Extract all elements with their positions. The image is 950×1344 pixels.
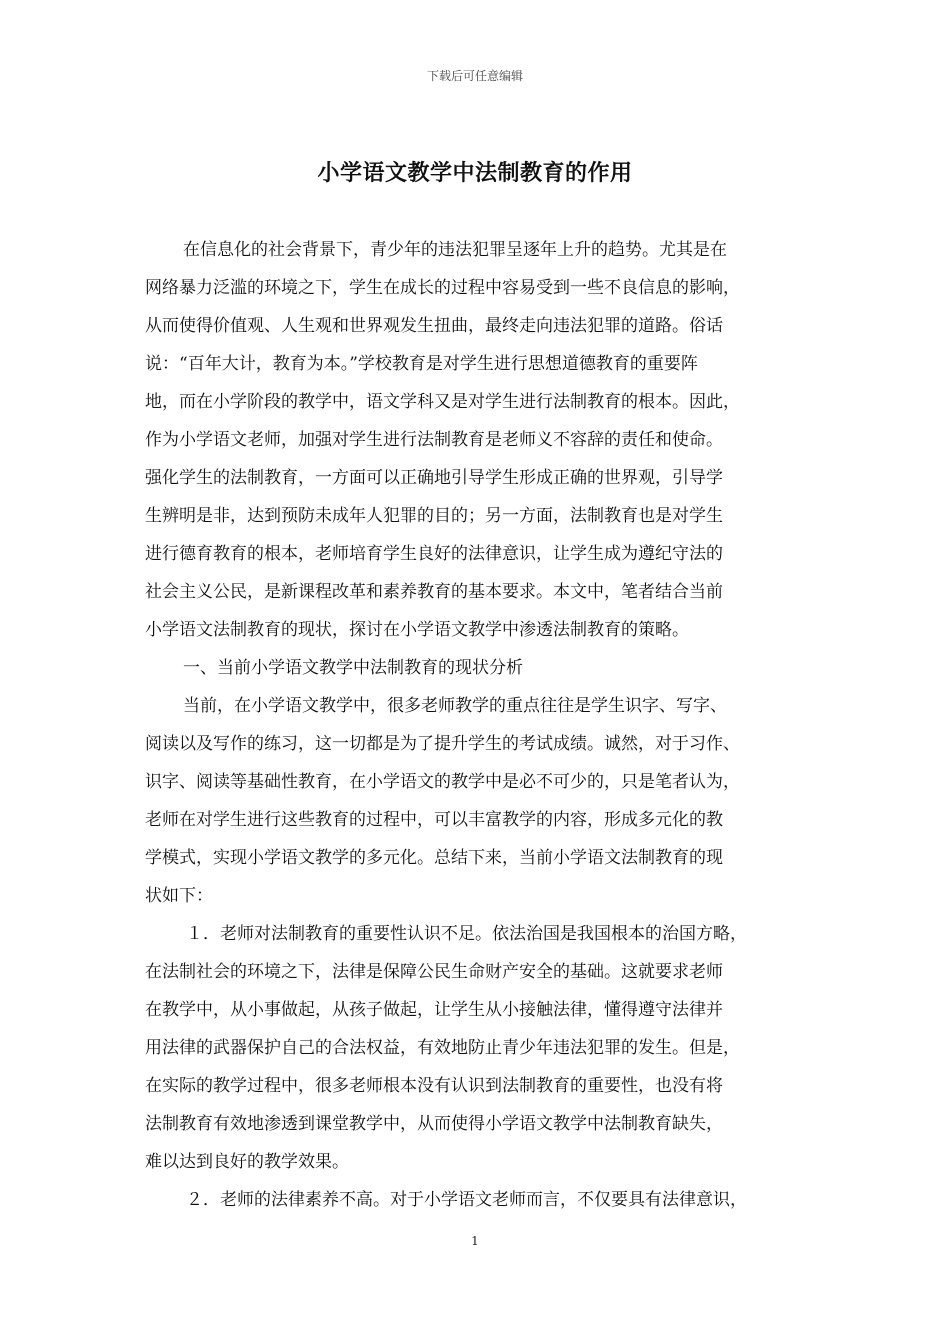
- paragraph-line: 在实际的教学过程中，很多老师根本没有认识到法制教育的重要性，也没有将: [145, 1076, 723, 1096]
- section-heading: 一、当前小学语文教学中法制教育的现状分析: [183, 658, 523, 678]
- paragraph-line: 状如下：: [145, 886, 213, 906]
- paragraph-line: 社会主义公民，是新课程改革和素养教育的基本要求。本文中，笔者结合当前: [145, 582, 723, 602]
- paragraph-line: 在教学中，从小事做起，从孩子做起，让学生从小接触法律，懂得遵守法律并: [145, 1000, 723, 1020]
- paragraph-line: 从而使得价值观、人生观和世界观发生扭曲，最终走向违法犯罪的道路。俗话: [145, 316, 723, 336]
- paragraph-line: 法制教育有效地渗透到课堂教学中，从而使得小学语文教学中法制教育缺失，: [145, 1114, 723, 1134]
- paragraph-line: 说：“百年大计，教育为本。”学校教育是对学生进行思想道德教育的重要阵: [145, 354, 698, 374]
- body-text: [145, 231, 825, 1219]
- paragraph-line: 进行德育教育的根本，老师培育学生良好的法律意识，让学生成为遵纪守法的: [145, 544, 723, 564]
- paragraph-line: 在信息化的社会背景下，青少年的违法犯罪呈逐年上升的趋势。尤其是在: [183, 240, 727, 260]
- paragraph-line: 生辨明是非，达到预防未成年人犯罪的目的；另一方面，法制教育也是对学生: [145, 506, 723, 526]
- page-number: 1: [471, 1234, 479, 1248]
- numbered-item-line: ２．老师的法律素养不高。对于小学语文老师而言，不仅要具有法律意识，: [186, 1190, 747, 1210]
- paragraph-line: 当前，在小学语文教学中，很多老师教学的重点往往是学生识字、写字、: [183, 696, 727, 716]
- paragraph-line: 小学语文法制教育的现状，探讨在小学语文教学中渗透法制教育的策略。: [145, 620, 689, 640]
- paragraph-line: 难以达到良好的教学效果。: [145, 1152, 349, 1172]
- paragraph-line: 强化学生的法制教育，一方面可以正确地引导学生形成正确的世界观，引导学: [145, 468, 723, 488]
- paragraph-line: 地，而在小学阶段的教学中，语文学科又是对学生进行法制教育的根本。因此，: [145, 392, 740, 412]
- paragraph-line: 阅读以及写作的练习，这一切都是为了提升学生的考试成绩。诚然，对于习作、: [145, 734, 740, 754]
- paragraph-line: 识字、阅读等基础性教育，在小学语文的教学中是必不可少的，只是笔者认为，: [145, 772, 740, 792]
- document-title: 小学语文教学中法制教育的作用: [317, 160, 633, 186]
- paragraph-line: 用法律的武器保护自己的合法权益，有效地防止青少年违法犯罪的发生。但是，: [145, 1038, 740, 1058]
- page-header: 下载后可任意编辑: [426, 69, 523, 83]
- paragraph-line: 学模式，实现小学语文教学的多元化。总结下来，当前小学语文法制教育的现: [145, 848, 723, 868]
- paragraph-line: 作为小学语文老师，加强对学生进行法制教育是老师义不容辞的责任和使命。: [145, 430, 723, 450]
- numbered-item-line: １．老师对法制教育的重要性认识不足。依法治国是我国根本的治国方略，: [186, 924, 747, 944]
- paragraph-line: 在法制社会的环境之下，法律是保障公民生命财产安全的基础。这就要求老师: [145, 962, 723, 982]
- paragraph-line: 老师在对学生进行这些教育的过程中，可以丰富教学的内容，形成多元化的教: [145, 810, 723, 830]
- paragraph-line: 网络暴力泛滥的环境之下，学生在成长的过程中容易受到一些不良信息的影响，: [145, 278, 740, 298]
